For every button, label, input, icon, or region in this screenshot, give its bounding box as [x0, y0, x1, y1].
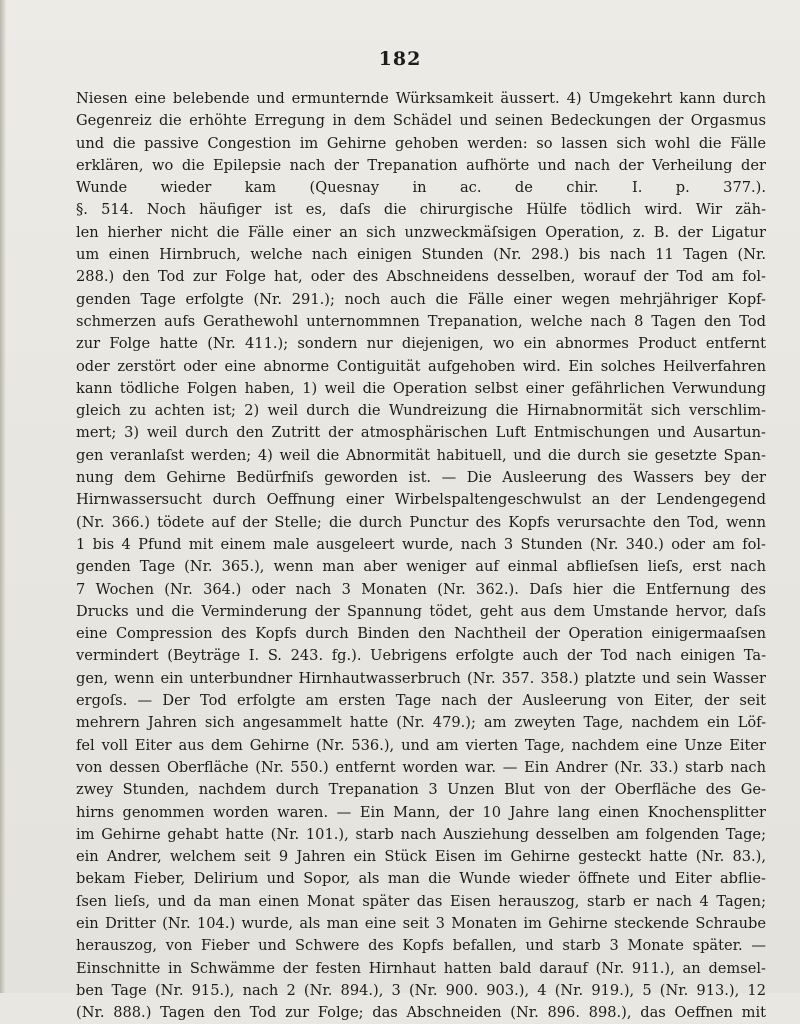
text-line: zwey Stunden, nachdem durch Trepanation 3 Unzen Blut von der Oberfläche des Ge- — [76, 781, 766, 799]
text-line: 1 bis 4 Pfund mit einem male ausgeleert wurde, nach 3 Stunden (Nr. 340.) oder am fol- — [76, 535, 766, 553]
text-line: von dessen Oberfläche (Nr. 550.) entfernt worden war. — Ein Andrer (Nr. 33.) starb nach — [76, 758, 766, 776]
text-line: ſsen lieſs, und da man einen Monat später das Eisen herauszog, starb er nach 4 Tagen; — [76, 892, 766, 910]
text-line: mert; 3) weil durch den Zutritt der atmosphärischen Luft Entmischungen und Ausartun- — [76, 424, 766, 442]
text-line: nung dem Gehirne Bedürfniſs geworden ist. — Die Ausleerung des Wassers bey der — [76, 469, 766, 487]
text-line: ben Tage (Nr. 915.), nach 2 (Nr. 894.), 3 (Nr. 900. 903.), 4 (Nr. 919.), 5 (Nr. 913.), 12 — [76, 981, 766, 999]
text-line: im Gehirne gehabt hatte (Nr. 101.), starb nach Ausziehung desselben am folgenden Tage; — [76, 825, 766, 843]
text-line: 288.) den Tod zur Folge hat, oder des Abschneidens desselben, worauf der Tod am fol- — [76, 268, 766, 286]
text-line: Niesen eine belebende und ermunternde Würksamkeit äussert. 4) Umgekehrt kann durch — [76, 90, 766, 107]
text-line: hirns genommen worden waren. — Ein Mann, der 10 Jahre lang einen Knochensplitter — [76, 803, 766, 821]
text-line: 7 Wochen (Nr. 364.) oder nach 3 Monaten (Nr. 362.). Daſs hier die Entfernung des — [76, 580, 766, 598]
body-text — [76, 88, 766, 1024]
text-line: ergoſs. — Der Tod erfolgte am ersten Tage nach der Ausleerung von Eiter, der seit — [76, 692, 766, 710]
text-line: zur Folge hatte (Nr. 411.); sondern nur diejenigen, wo ein abnormes Product entfernt — [76, 335, 766, 353]
text-line: oder zerstört oder eine abnorme Contiguität aufgehoben wird. Ein solches Heilverfahren — [76, 357, 766, 375]
text-line: Einschnitte in Schwämme der festen Hirnhaut hatten bald darauf (Nr. 911.), an demsel- — [76, 959, 766, 977]
text-line: vermindert (Beyträge I. S. 243. fg.). Uebrigens erfolgte auch der Tod nach einigen Ta- — [76, 647, 766, 665]
text-line: gen, wenn ein unterbundner Hirnhautwasserbruch (Nr. 357. 358.) platzte und sein Wasser — [76, 669, 766, 687]
text-line: (Nr. 366.) tödete auf der Stelle; die durch Punctur des Kopfs verursachte den Tod, wenn — [76, 513, 766, 531]
text-line: Drucks und die Verminderung der Spannung tödet, geht aus dem Umstande hervor, daſs — [76, 602, 766, 620]
text-line: eine Compression des Kopfs durch Binden den Nachtheil der Operation einigermaaſsen — [76, 625, 766, 643]
text-line: schmerzen aufs Gerathewohl unternommnen Trepanation, welche nach 8 Tagen den Tod — [76, 312, 766, 330]
text-line: §. 514. Noch häufiger ist es, daſs die chirurgische Hülfe tödlich wird. Wir zäh- — [76, 201, 766, 219]
text-line: genden Tage (Nr. 365.), wenn man aber weniger auf einmal abflieſsen lieſs, erst nach — [76, 558, 766, 576]
text-line: kann tödliche Folgen haben, 1) weil die Operation selbst einer gefährlichen Verwundung — [76, 379, 766, 397]
text-line: um einen Hirnbruch, welche nach einigen Stunden (Nr. 298.) bis nach 11 Tagen (Nr. — [76, 246, 766, 264]
text-line: ein Dritter (Nr. 104.) wurde, als man eine seit 3 Monaten im Gehirne steckende Schraube — [76, 914, 766, 932]
text-line: Wunde wieder kam (Quesnay in ac. de chir. I. p. 377.). — [76, 179, 766, 197]
text-line: Gegenreiz die erhöhte Erregung in dem Schädel und seinen Bedeckungen der Orgasmus — [76, 112, 766, 130]
text-line: erklären, wo die Epilepsie nach der Trepanation aufhörte und nach der Verheilung der — [76, 156, 766, 174]
text-line: ein Andrer, welchem seit 9 Jahren ein Stück Eisen im Gehirne gesteckt hatte (Nr. 83.), — [76, 848, 766, 866]
text-line: herauszog, von Fieber und Schwere des Kopfs befallen, und starb 3 Monate später. — — [76, 937, 766, 955]
text-line: mehrern Jahren sich angesammelt hatte (Nr. 479.); am zweyten Tage, nachdem ein Löf- — [76, 714, 766, 732]
text-line: gleich zu achten ist; 2) weil durch die Wundreizung die Hirnabnormität sich verschlim- — [76, 402, 766, 420]
page-edge-shadow — [0, 0, 6, 993]
text-line: genden Tage erfolgte (Nr. 291.); noch auch die Fälle einer wegen mehrjähriger Kopf- — [76, 290, 766, 308]
text-line: gen veranlaſst werden; 4) weil die Abnormität habituell, und die durch sie gesetzte Span- — [76, 446, 766, 464]
text-line: und die passive Congestion im Gehirne gehoben werden: so lassen sich wohl die Fälle — [76, 134, 766, 152]
page-number: 182 — [378, 48, 422, 70]
text-line: bekam Fieber, Delirium und Sopor, als man die Wunde wieder öffnete und Eiter abflie- — [76, 870, 766, 888]
text-line: len hierher nicht die Fälle einer an sich unzweckmäſsigen Operation, z. B. der Ligatur — [76, 223, 766, 241]
text-line: Hirnwassersucht durch Oeffnung einer Wirbelspaltengeschwulst an der Lendengegend — [76, 491, 766, 509]
text-line: (Nr. 888.) Tagen den Tod zur Folge; das Abschneiden (Nr. 896. 898.), das Oeffnen mit — [76, 1004, 766, 1022]
text-line: fel voll Eiter aus dem Gehirne (Nr. 536.), und am vierten Tage, nachdem eine Unze Eiter — [76, 736, 766, 754]
